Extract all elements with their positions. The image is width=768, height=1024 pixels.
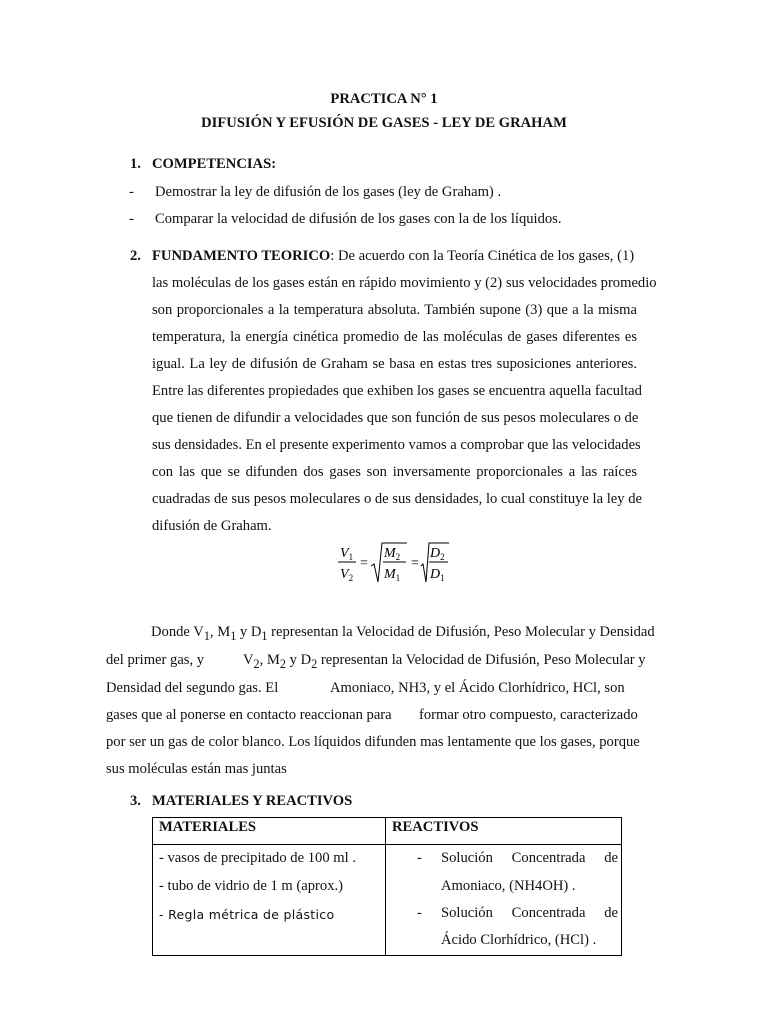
formula-equals: = [360, 556, 368, 571]
reactivo-line: Solución Concentrada de [441, 905, 618, 921]
paragraph-line: las moléculas de los gases están en rápido movimiento y (2) sus velocidades promedio [152, 275, 657, 291]
formula-v2: $V_2$ [340, 567, 354, 583]
paragraph-line: igual. La ley de difusión de Graham se basa en estas tres suposiciones anteriores. [152, 356, 637, 372]
list-item: - Regla métrica de plástico [159, 907, 335, 922]
paragraph-line: con las que se difunden dos gases son inversamente proporcionales a las raíces [152, 464, 637, 480]
section-number-fundamento: 2. [130, 248, 141, 264]
list-item: Comparar la velocidad de difusión de los gases con la de los líquidos. [155, 211, 562, 227]
paragraph-line: sus densidades. En el presente experimento vamos a comprobar que las velocidades [152, 437, 641, 453]
donde-line-5: por ser un gas de color blanco. Los líquidos difunden mas lentamente que los gases, porque [106, 734, 640, 750]
donde-line-3b: Amoniaco, NH3, y el Ácido Clorhídrico, HCl, son [330, 680, 625, 696]
donde-line-4b: formar otro compuesto, caracterizado [419, 707, 638, 723]
fundamento-first-line [152, 248, 634, 265]
list-item: - vasos de precipitado de 100 ml . [159, 850, 356, 866]
paragraph-line: Entre las diferentes propiedades que exhiben los gases se encuentra aquella facultad [152, 383, 642, 399]
section-heading-competencias: COMPETENCIAS: [152, 156, 277, 172]
formula-m1: $M_1$ [384, 567, 401, 583]
materiales-cell [153, 845, 386, 956]
formula-equals: = [411, 556, 419, 571]
table-header-reactivos: REACTIVOS [386, 818, 622, 845]
reactivo-line: Ácido Clorhídrico, (HCl) . [441, 932, 597, 948]
paragraph-line: que tienen de difundir a velocidades que son función de sus pesos moleculares o de [152, 410, 639, 426]
formula-v1: $V_1$ [340, 546, 354, 562]
practice-title: PRACTICA N° 1 [330, 91, 438, 107]
graham-formula [335, 540, 450, 595]
list-item: Demostrar la ley de difusión de los gases (ley de Graham) . [155, 184, 502, 200]
donde-line-4a: gases que al ponerse en contacto reaccionan para [106, 707, 392, 723]
donde-line-2a: del primer gas, y [106, 652, 205, 668]
donde-line-6: sus moléculas están mas juntas [106, 761, 287, 777]
formula-d2: $D_2$ [430, 546, 445, 562]
section-number-competencias: 1. [130, 156, 141, 172]
reactivo-line: Solución Concentrada de [441, 850, 618, 866]
formula-d1: $D_1$ [430, 567, 445, 583]
reactivos-cell [386, 845, 622, 956]
paragraph-line: cuadradas de sus pesos moleculares o de sus densidades, lo cual constituye la ley de [152, 491, 642, 507]
donde-line-2b: $V_2$, $M_2$ y $D_2$ representan la Velocidad de Difusión, Peso Molecular y [243, 652, 646, 671]
paragraph-line: son proporcionales a la temperatura absoluta. También supone (3) que a la misma [152, 302, 637, 318]
list-item: - tubo de vidrio de 1 m (aprox.) [159, 878, 343, 894]
materials-table [152, 817, 622, 956]
list-bullet: - [129, 211, 134, 227]
list-bullet: - [417, 905, 422, 921]
reactivo-line: Amoniaco, (NH4OH) . [441, 878, 576, 894]
section-heading-materiales: MATERIALES Y REACTIVOS [152, 793, 353, 809]
table-header-row [153, 818, 622, 845]
graham-formula-svg [335, 540, 450, 590]
paragraph-text: : De acuerdo con la Teoría Cinética de los gases, (1) [330, 248, 635, 264]
paragraph-line: temperatura, la energía cinética promedio de las moléculas de gases diferentes es [152, 329, 637, 345]
table-header-materiales: MATERIALES [153, 818, 386, 845]
paragraph-line: difusión de Graham. [152, 518, 272, 534]
donde-line-3a: Densidad del segundo gas. El [106, 680, 279, 696]
table-row [153, 845, 622, 956]
document-subtitle: DIFUSIÓN Y EFUSIÓN DE GASES - LEY DE GRAHAM [201, 115, 567, 131]
list-bullet: - [417, 850, 422, 866]
formula-m2: $M_2$ [384, 546, 401, 562]
donde-line-1: Donde $V_1$, $M_1$ y $D_1$ representan la Velocidad de Difusión, Peso Molecular y Densidad [151, 624, 655, 643]
list-bullet: - [129, 184, 134, 200]
section-number-materiales: 3. [130, 793, 141, 809]
section-heading-fundamento: FUNDAMENTO TEORICO [152, 248, 331, 264]
